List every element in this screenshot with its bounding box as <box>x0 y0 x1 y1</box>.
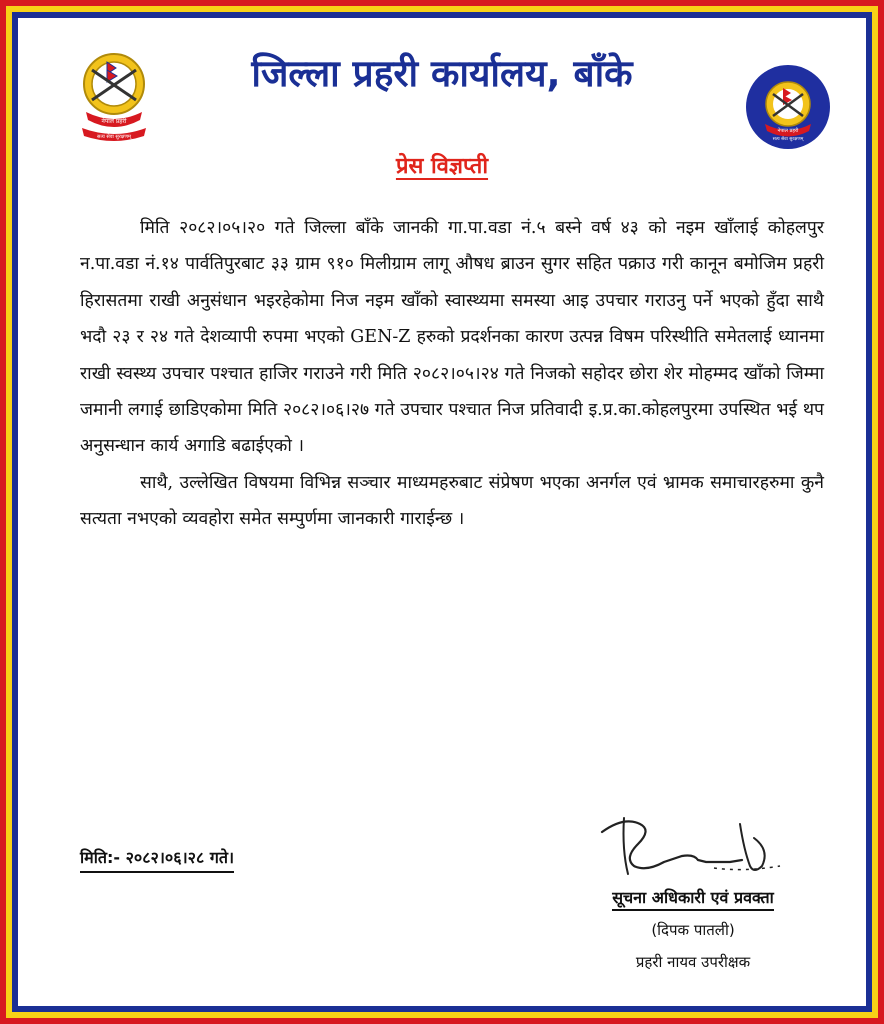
signatory-title: सूचना अधिकारी एवं प्रवक्ता <box>558 886 828 908</box>
svg-text:नेपाल प्रहरी: नेपाल प्रहरी <box>777 128 799 134</box>
signature-image <box>594 810 794 888</box>
svg-text:नेपाल प्रहरी: नेपाल प्रहरी <box>101 118 127 125</box>
signatory-rank: प्रहरी नायव उपरीक्षक <box>635 953 751 971</box>
page-title: जिल्ला प्रहरी कार्यालय, बाँके <box>251 52 633 95</box>
body-paragraph: साथै, उल्लेखित विषयमा विभिन्न सञ्चार माध्यमहरुबाट संप्रेषण भएका अनर्गल एवं भ्रामक समाचारहरुमा कुनै सत्यता नभएको व्यवहोरा समेत सम्पुर्णमा जानकारी गाराईन्छ । <box>80 472 824 530</box>
press-release-body <box>80 210 824 538</box>
document-page <box>18 18 866 1006</box>
signatory-name: (दिपक पातली) <box>651 921 735 939</box>
svg-text:सत्य सेवा सुरक्षणम्: सत्य सेवा सुरक्षणम् <box>772 137 804 142</box>
press-release-heading: प्रेस विज्ञप्ती <box>395 154 489 179</box>
body-paragraph: मिति २०८२।०५।२० गते जिल्ला बाँके जानकी गा.पा.वडा नं.५ बस्ने वर्ष ४३ को नइम खाँलाई कोहलपुर न.पा.वडा नं.१४ पार्वतिपुरबाट ३३ ग्राम ९१० मिलीग्राम लागू औषध ब्राउन सुगर सहित पक्राउ गरी कानून बमोजिम प्रहरी हिरासतमा राखी अनुसंधान भइरहेकोमा निज नइम खाँको स्वास्थ्यमा समस्या आइ उपचार गराउनु पर्ने भएको हुँदा साथै भदौ २३ र २४ गते देशव्यापी रुपमा भएको GEN-Z हरुको प्रदर्शनका कारण उत्पन्न विषम परिस्थीति समेतलाई ध्यानमा राखी स्वस्थ्य उपचार पश्चात हाजिर गराउने गरी मिति २०८२।०५।२४ गते निजको सहोदर छोरा शेर मोहम्मद खाँको जिम्मा जमानी लगाई छाडिएकोमा मिति २०८२।०६।२७ गते उपचार पश्चात निज प्रतिवादी इ.प्र.का.कोहलपुरमा उपस्थित भई थप अनुसन्धान कार्य अगाडि बढाईएको । <box>80 218 824 457</box>
svg-text:सत्य सेवा सुरक्षणम्: सत्य सेवा सुरक्षणम् <box>97 134 131 140</box>
issue-date: मिति:- २०८२।०६।२८ गते। <box>80 846 234 873</box>
nepal-police-emblem-right-icon <box>745 64 831 150</box>
